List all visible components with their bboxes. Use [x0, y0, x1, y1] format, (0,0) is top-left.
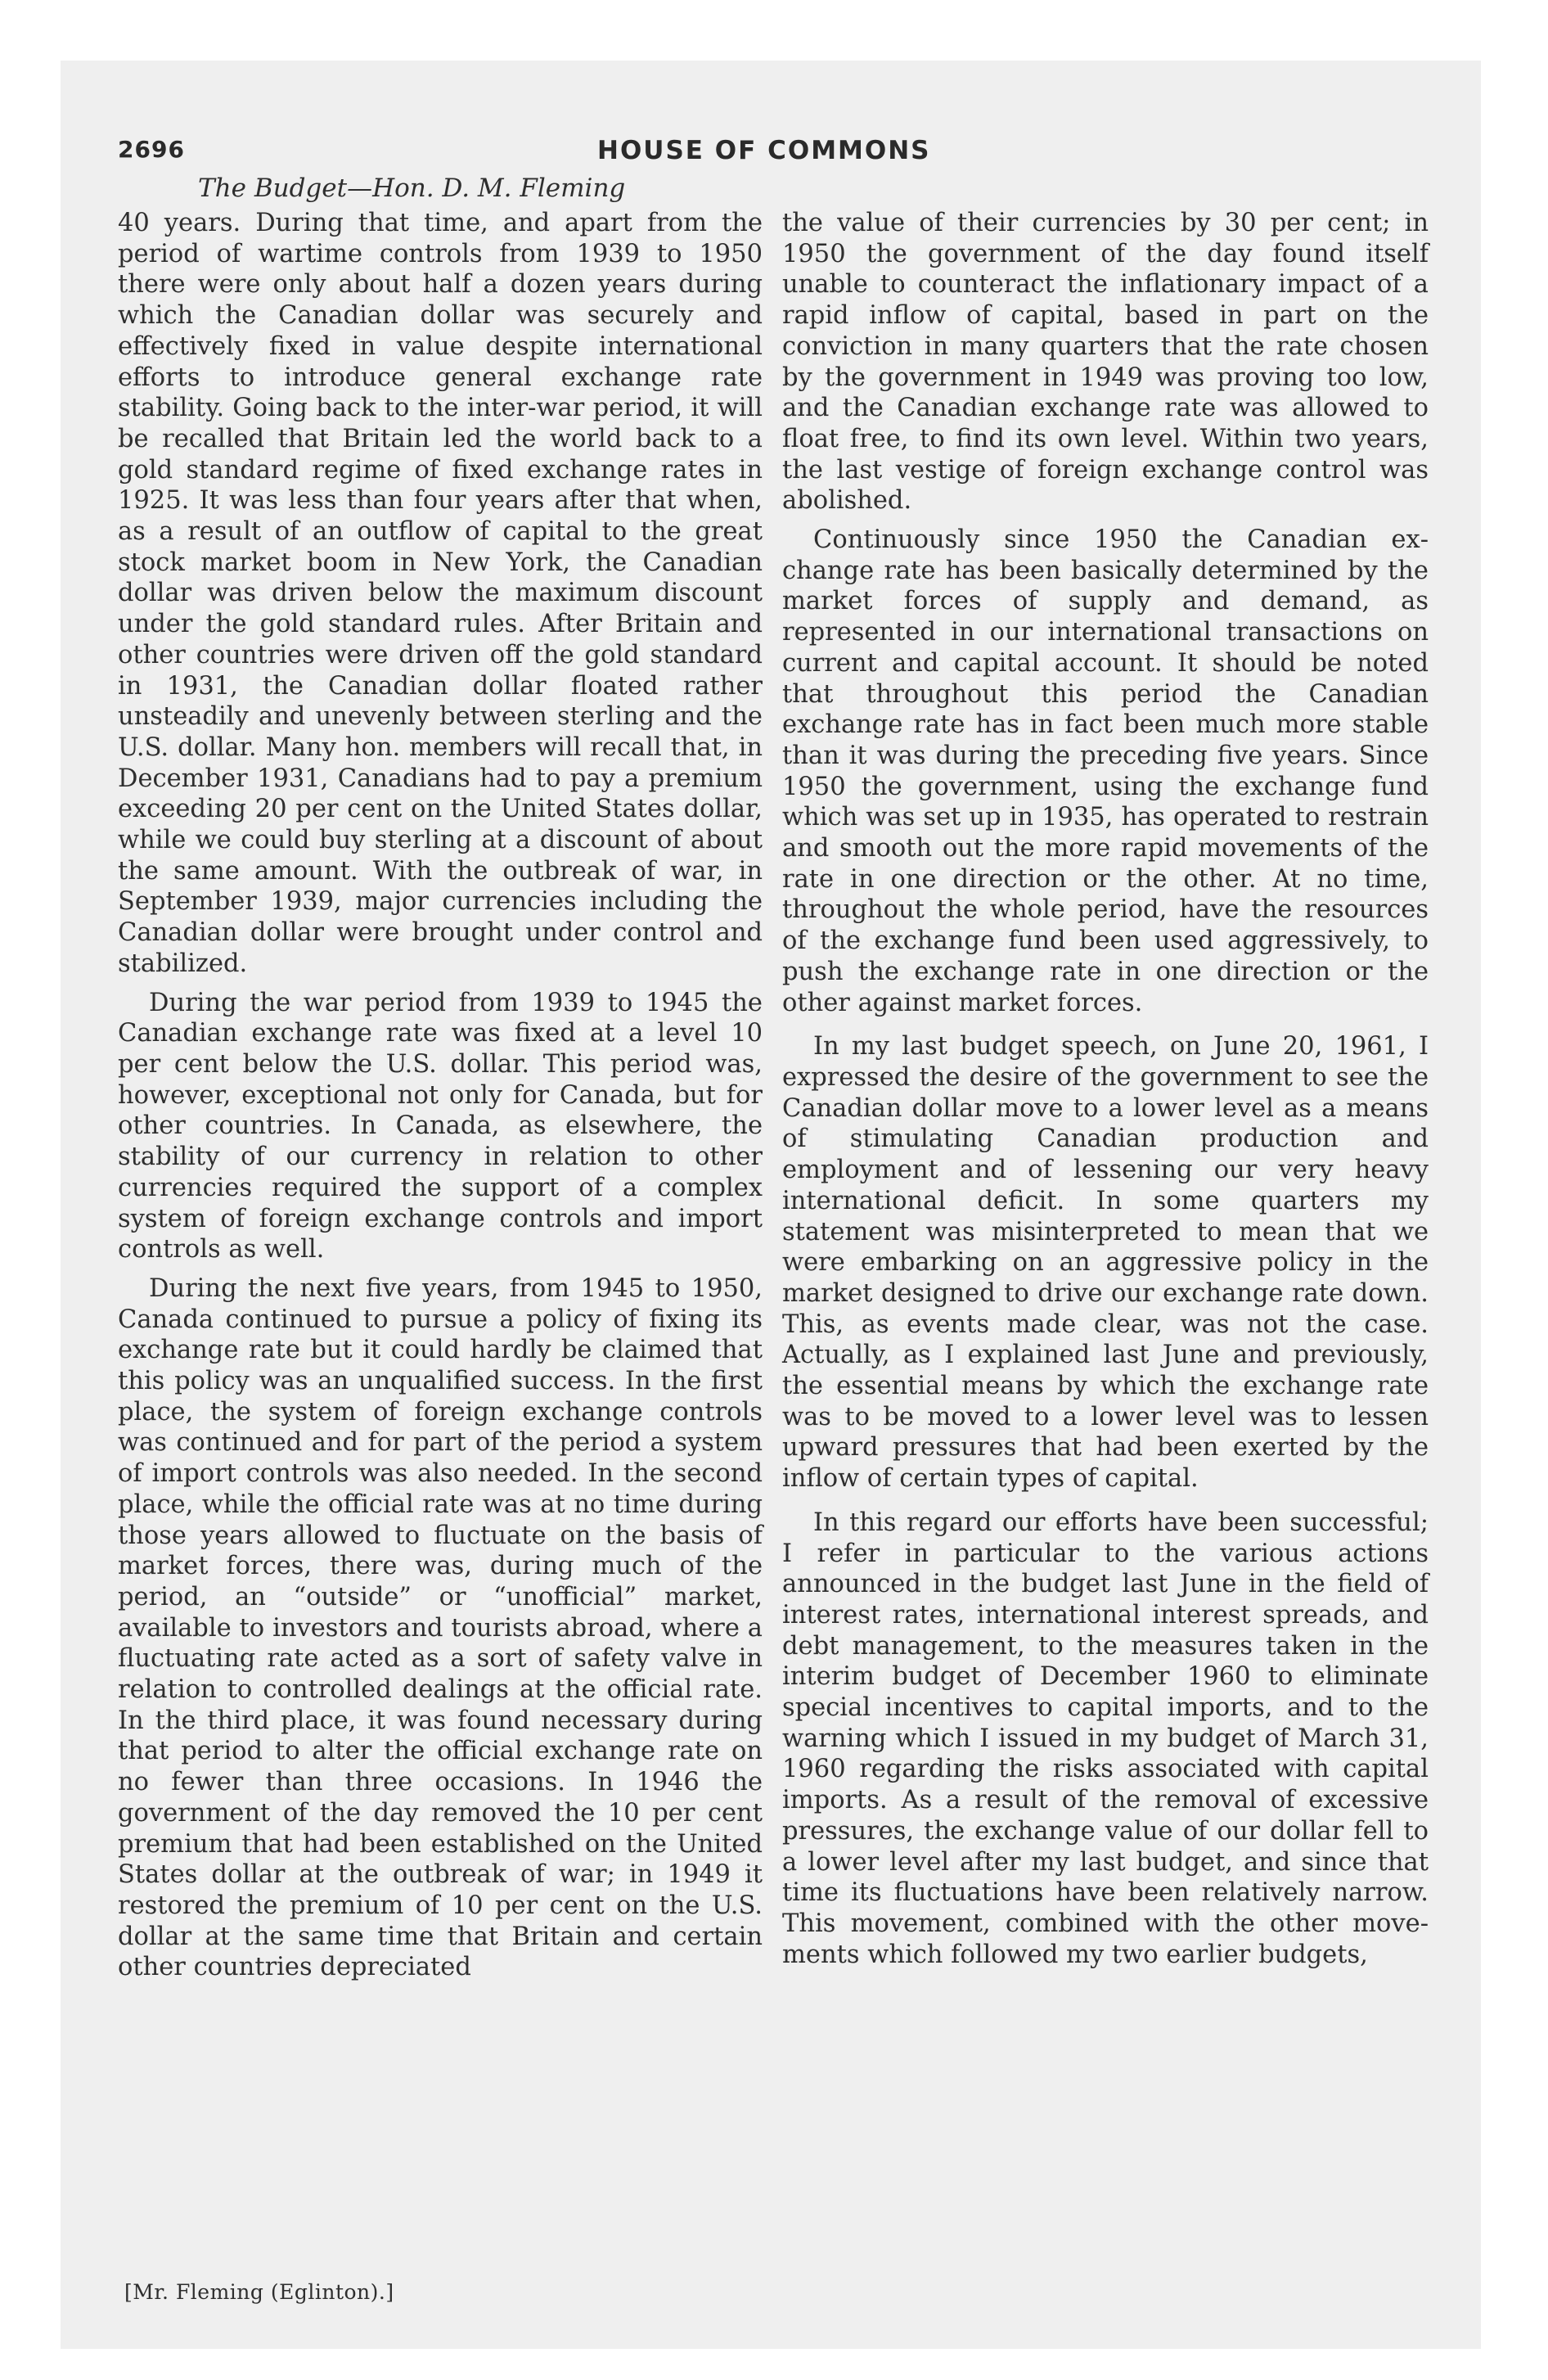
paragraph: Continuously since 1950 the Canadian exchange rate has been basically determined by the market forces of supply and demand, as represented in our international transactions on current and capital account. It should be noted that throughout this period the Canadian exchange rate has in fact been much more stable than it was during the preceding five years. Since 1950 the government, using the exchange fund which was set up in 1935, has operated to restrain and smooth out the more rapid movements of the rate in one direction or the other. At no time, throughout the whole period, have the resources of the exchange fund been used aggressively, to push the exchange rate in one direction or the other against market forces. [782, 525, 1429, 1017]
paragraph: During the next five years, from 1945 to 1950, Canada continued to pursue a policy of fixing its exchange rate but it could hardly be claimed that this policy was an unqualified success. In the first place, the system of foreign exchange controls was continued and for part of the period a system of import controls was also needed. In the second place, while the official rate was at no time during those years allowed to fluctuate on the basis of market forces, there was, during much of the period, an “outside” or “unofficial” market, available to investors and tourists abroad, where a fluctuating rate acted as a sort of safety valve in relation to controlled dealings at the official rate. In the third place, it was found necessary during that period to alter the official exchange rate on no fewer than three occasions. In 1946 the government of the day removed the 10 per cent premium that had been established on the United States dollar at the outbreak of war; in 1949 it restored the premium of 10 per cent on the U.S. dollar at the same time that Britain and certain other countries depreciated [118, 1273, 763, 1982]
left-column [118, 208, 763, 1983]
paragraph: the value of their currencies by 30 per cent; in 1950 the government of the day found itself unable to counteract the inflationary impact of a rapid inflow of capital, based in part on the conviction in many quarters that the rate chosen by the government in 1949 was proving too low, and the Canadian exchange rate was allowed to float free, to find its own level. Within two years, the last vestige of foreign exchange control was abolished. [782, 209, 1429, 516]
section-subhead: The Budget—Hon. D. M. Fleming [198, 174, 626, 203]
right-column [782, 208, 1429, 1970]
speaker-footnote: [Mr. Fleming (Eglinton).] [124, 2280, 394, 2304]
paragraph: In my last budget speech, on June 20, 1961, I expressed the desire of the government to see the Canadian dollar move to a lower level as a means of stimulating Canadian production and employment and of lessening our very heavy international deficit. In some quarters my statement was misinterpreted to mean that we were embarking on an aggressive policy in the market designed to drive our exchange rate down. This, as events made clear, was not the case. Actually, as I explained last June and previously, the essential means by which the exchange rate was to be moved to a lower level was to lessen upward pressures that had been exerted by the inflow of certain types of capital. [782, 1032, 1429, 1494]
running-head: HOUSE OF COMMONS [597, 136, 931, 165]
page-number: 2696 [118, 136, 185, 163]
paragraph: 40 years. During that time, and apart from the period of wartime controls from 1939 to 1950 there were only about half a dozen years during which the Canadian dollar was securely and effectively fixed in value despite international efforts to introduce general exchange rate stability. Going back to the inter-war period, it will be recalled that Britain led the world back to a gold standard regime of fixed exchange rates in 1925. It was less than four years after that when, as a result of an outflow of capital to the great stock market boom in New York, the Canadian dollar was driven below the maximum discount under the gold standard rules. After Britain and other countries were driven off the gold standard in 1931, the Canadian dollar floated rather unsteadily and unevenly between sterling and the U.S. dollar. Many hon. members will recall that, in December 1931, Canadians had to pay a premium exceeding 20 per cent on the United States dollar, while we could buy sterling at a discount of about the same amount. With the outbreak of war, in September 1939, major currencies including the Canadian dollar were brought under control and stabilized. [118, 209, 763, 978]
paragraph: During the war period from 1939 to 1945 the Canadian exchange rate was fixed at a level 10 per cent below the U.S. dollar. This period was, however, exceptional not only for Canada, but for other countries. In Canada, as elsewhere, the stability of our currency in relation to other currencies required the support of a complex system of foreign exchange controls and import controls as well. [118, 988, 763, 1264]
paragraph: In this regard our efforts have been successful; I refer in particular to the various actions announced in the budget last June in the field of interest rates, international interest spreads, and debt management, to the measures taken in the interim budget of December 1960 to eliminate special incentives to capital imports, and to the warning which I issued in my budget of March 31, 1960 regarding the risks associated with capital imports. As a result of the removal of excessive pressures, the exchange value of our dollar fell to a lower level after my last budget, and since that time its fluctuations have been relatively narrow. This movement, combined with the other movements which followed my two earlier budgets, [782, 1508, 1429, 1969]
